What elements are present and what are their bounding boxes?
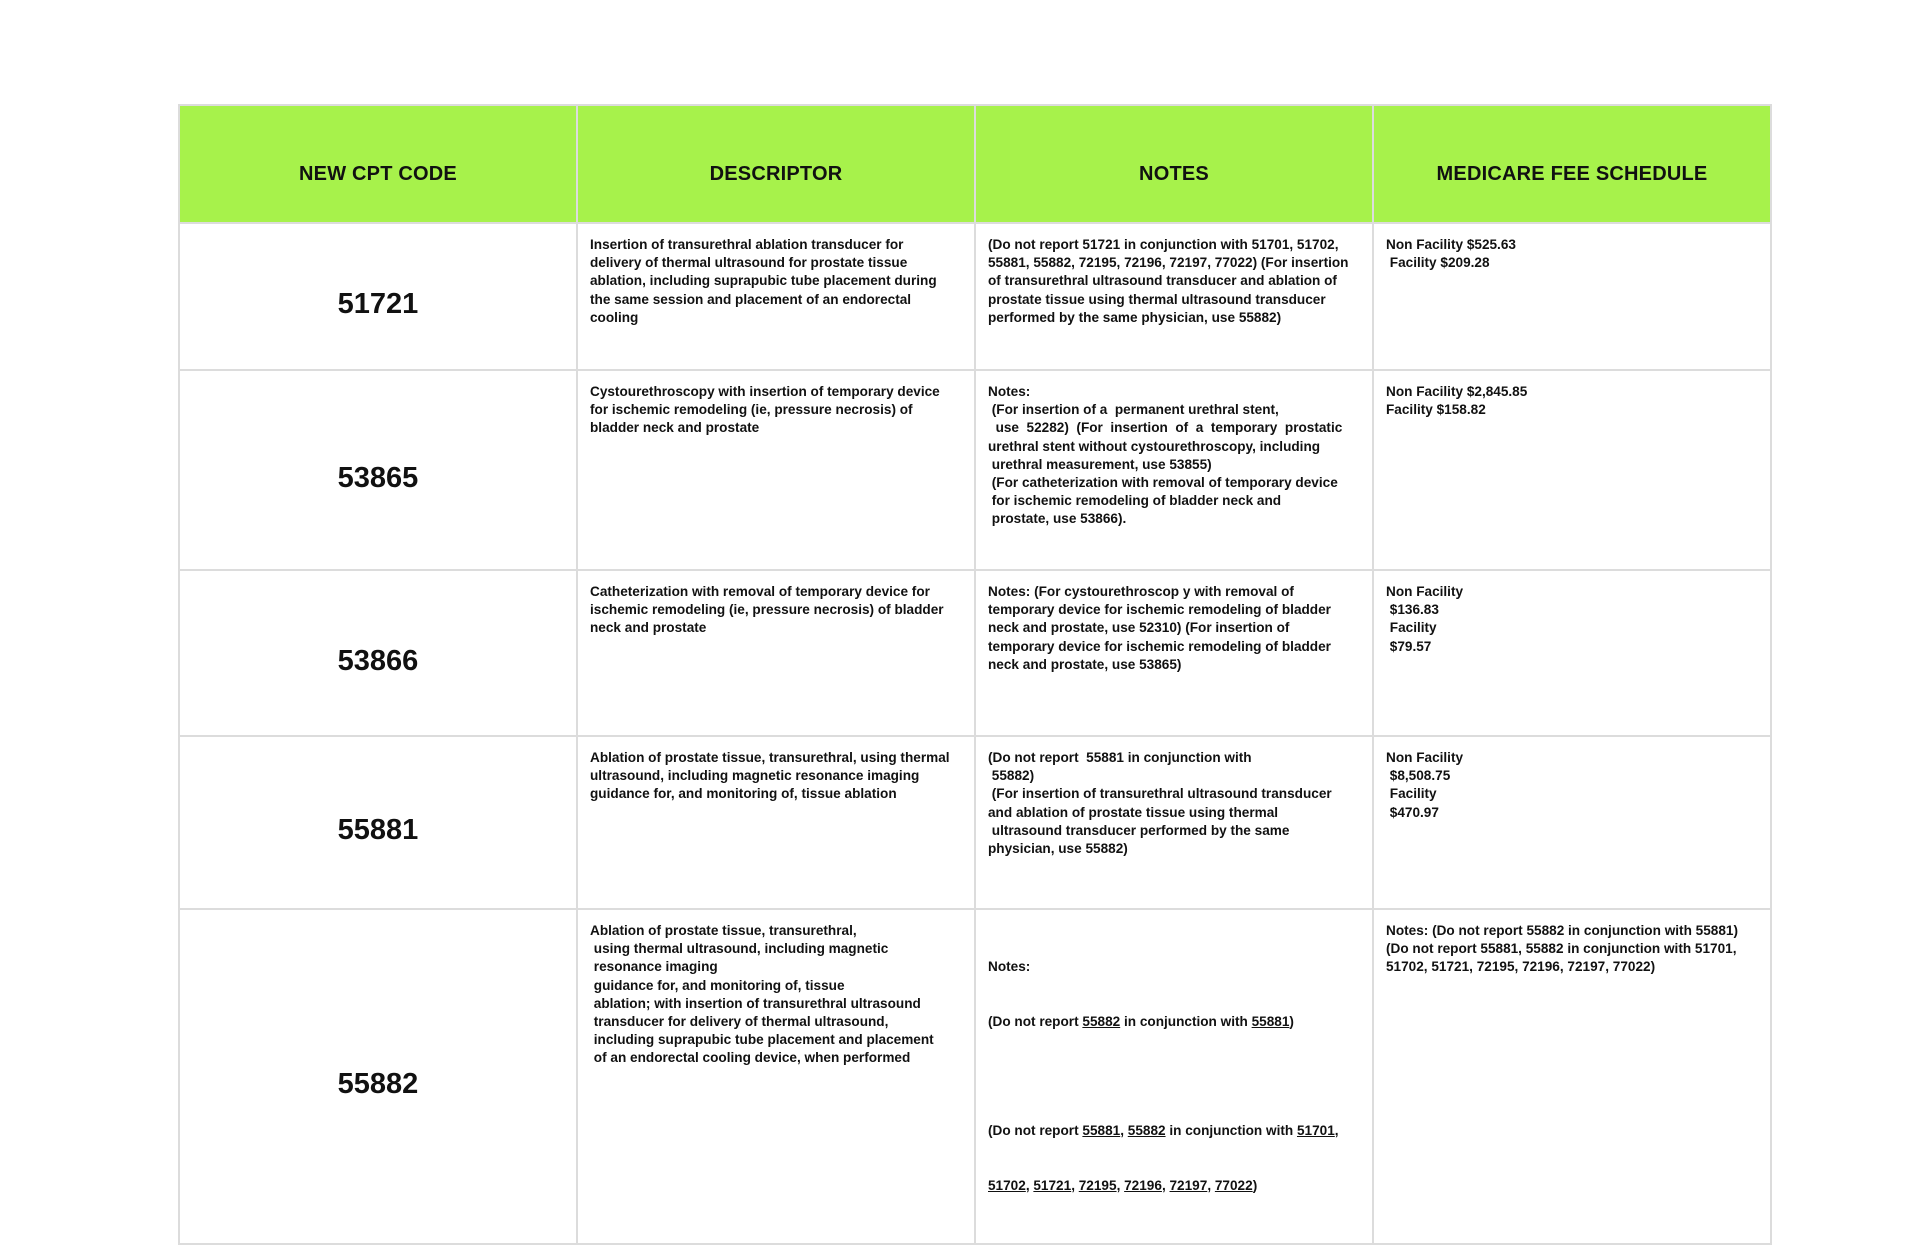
fee-cell: Non Facility $136.83 Facility $79.57: [1373, 570, 1771, 736]
cpt-code-cell: [179, 736, 577, 909]
cpt-code-cell: [179, 570, 577, 736]
cpt-code-link[interactable]: 55882: [1127, 1123, 1166, 1139]
cpt-code: 55882: [337, 1068, 419, 1101]
table-row: [179, 370, 1771, 570]
descriptor-cell: Catheterization with removal of temporary device for ischemic remodeling (ie, pressure necrosis) of bladder neck and prostate: [577, 570, 975, 736]
notes-cell: (Do not report 51721 in conjunction with 51701, 51702, 55881, 55882, 72195, 72196, 72197, 77022) (For insertion of transurethral ultrasound transducer and ablation of prostate tissue using thermal ultrasound transducer performed by the same physician, use 55882): [975, 223, 1373, 370]
notes-cell: Notes: (For insertion of a permanent urethral stent, use 52282) (For insertion of a temporary prostatic urethral stent without cystourethroscopy, including urethral measurement, use 53855) (For catheterization with removal of temporary device for ischemic remodeling of bladder neck and prostate, use 53866).: [975, 370, 1373, 570]
cpt-code-link[interactable]: 51702: [988, 1177, 1026, 1193]
cpt-code-table: [178, 104, 1772, 1245]
cpt-code-link[interactable]: 51701: [1296, 1123, 1335, 1139]
cpt-code-cell: [179, 223, 577, 370]
descriptor-cell: Ablation of prostate tissue, transurethral, using thermal ultrasound, including magnetic resonance imaging guidance for, and monitoring of, tissue ablation: [577, 736, 975, 909]
header-descriptor: DESCRIPTOR: [577, 105, 975, 223]
cpt-code-cell: [179, 909, 577, 1244]
notes-line: (Do not report 55881, 55882 in conjunction with 51701,: [988, 1123, 1339, 1139]
notes-cell: (Do not report 55881 in conjunction with 55882) (For insertion of transurethral ultrasound transducer and ablation of prostate tissue using thermal ultrasound transducer performed by the same physician, use 55882): [975, 736, 1373, 909]
table-row: [179, 909, 1771, 1244]
cpt-code: 53865: [337, 461, 419, 494]
fee-cell: Non Facility $2,845.85 Facility $158.82: [1373, 370, 1771, 570]
fee-cell: Non Facility $525.63 Facility $209.28: [1373, 223, 1771, 370]
notes-cell: [975, 909, 1373, 1244]
header-new-cpt-code: NEW CPT CODE: [179, 105, 577, 223]
notes-line: [988, 1068, 1360, 1086]
cpt-code: 55881: [337, 814, 419, 846]
cpt-code-link[interactable]: 77022: [1214, 1177, 1253, 1193]
cpt-code: 51721: [337, 288, 419, 320]
header-notes: NOTES: [975, 105, 1373, 223]
fee-cell: Non Facility $8,508.75 Facility $470.97: [1373, 736, 1771, 909]
cpt-code-cell: [179, 370, 577, 570]
cpt-code-link[interactable]: 55882: [1082, 1014, 1121, 1030]
cpt-code-link[interactable]: 72195: [1078, 1177, 1117, 1193]
notes-line: 51702, 51721, 72195, 72196, 72197, 77022): [988, 1177, 1258, 1193]
cpt-code-link[interactable]: 55881: [1251, 1014, 1290, 1030]
table-row: [179, 223, 1771, 370]
notes-line: (Do not report 55882 in conjunction with 55881): [988, 1014, 1294, 1030]
notes-line: Notes:: [988, 959, 1031, 975]
table-row: [179, 736, 1771, 909]
table-header-row: [179, 105, 1771, 223]
descriptor-cell: Insertion of transurethral ablation transducer for delivery of thermal ultrasound for prostate tissue ablation, including suprapubic tube placement during the same session and placement of an endorectal cooling: [577, 223, 975, 370]
fee-cell: Notes: (Do not report 55882 in conjunction with 55881) (Do not report 55881, 55882 in conjunction with 51701, 51702, 51721, 72195, 72196, 72197, 77022): [1373, 909, 1771, 1244]
cpt-code-link[interactable]: 55881: [1082, 1123, 1121, 1139]
cpt-code-link[interactable]: 72197: [1169, 1177, 1208, 1193]
cpt-code-link[interactable]: 51721: [1033, 1177, 1072, 1193]
header-medicare-fee-schedule: MEDICARE FEE SCHEDULE: [1373, 105, 1771, 223]
descriptor-cell: Cystourethroscopy with insertion of temporary device for ischemic remodeling (ie, pressure necrosis) of bladder neck and prostate: [577, 370, 975, 570]
table-row: [179, 570, 1771, 736]
cpt-code-link[interactable]: 72196: [1124, 1177, 1162, 1193]
notes-cell: Notes: (For cystourethroscop y with removal of temporary device for ischemic remodeling of bladder neck and prostate, use 52310) (For insertion of temporary device for ischemic remodeling of bladder neck and prostate, use 53865): [975, 570, 1373, 736]
descriptor-cell: Ablation of prostate tissue, transurethral, using thermal ultrasound, including magnetic resonance imaging guidance for, and monitoring of, tissue ablation; with insertion of transurethral ultrasound transducer for delivery of thermal ultrasound, including suprapubic tube placement and placement of an endorectal cooling device, when performed: [577, 909, 975, 1244]
cpt-code: 53866: [337, 644, 419, 677]
